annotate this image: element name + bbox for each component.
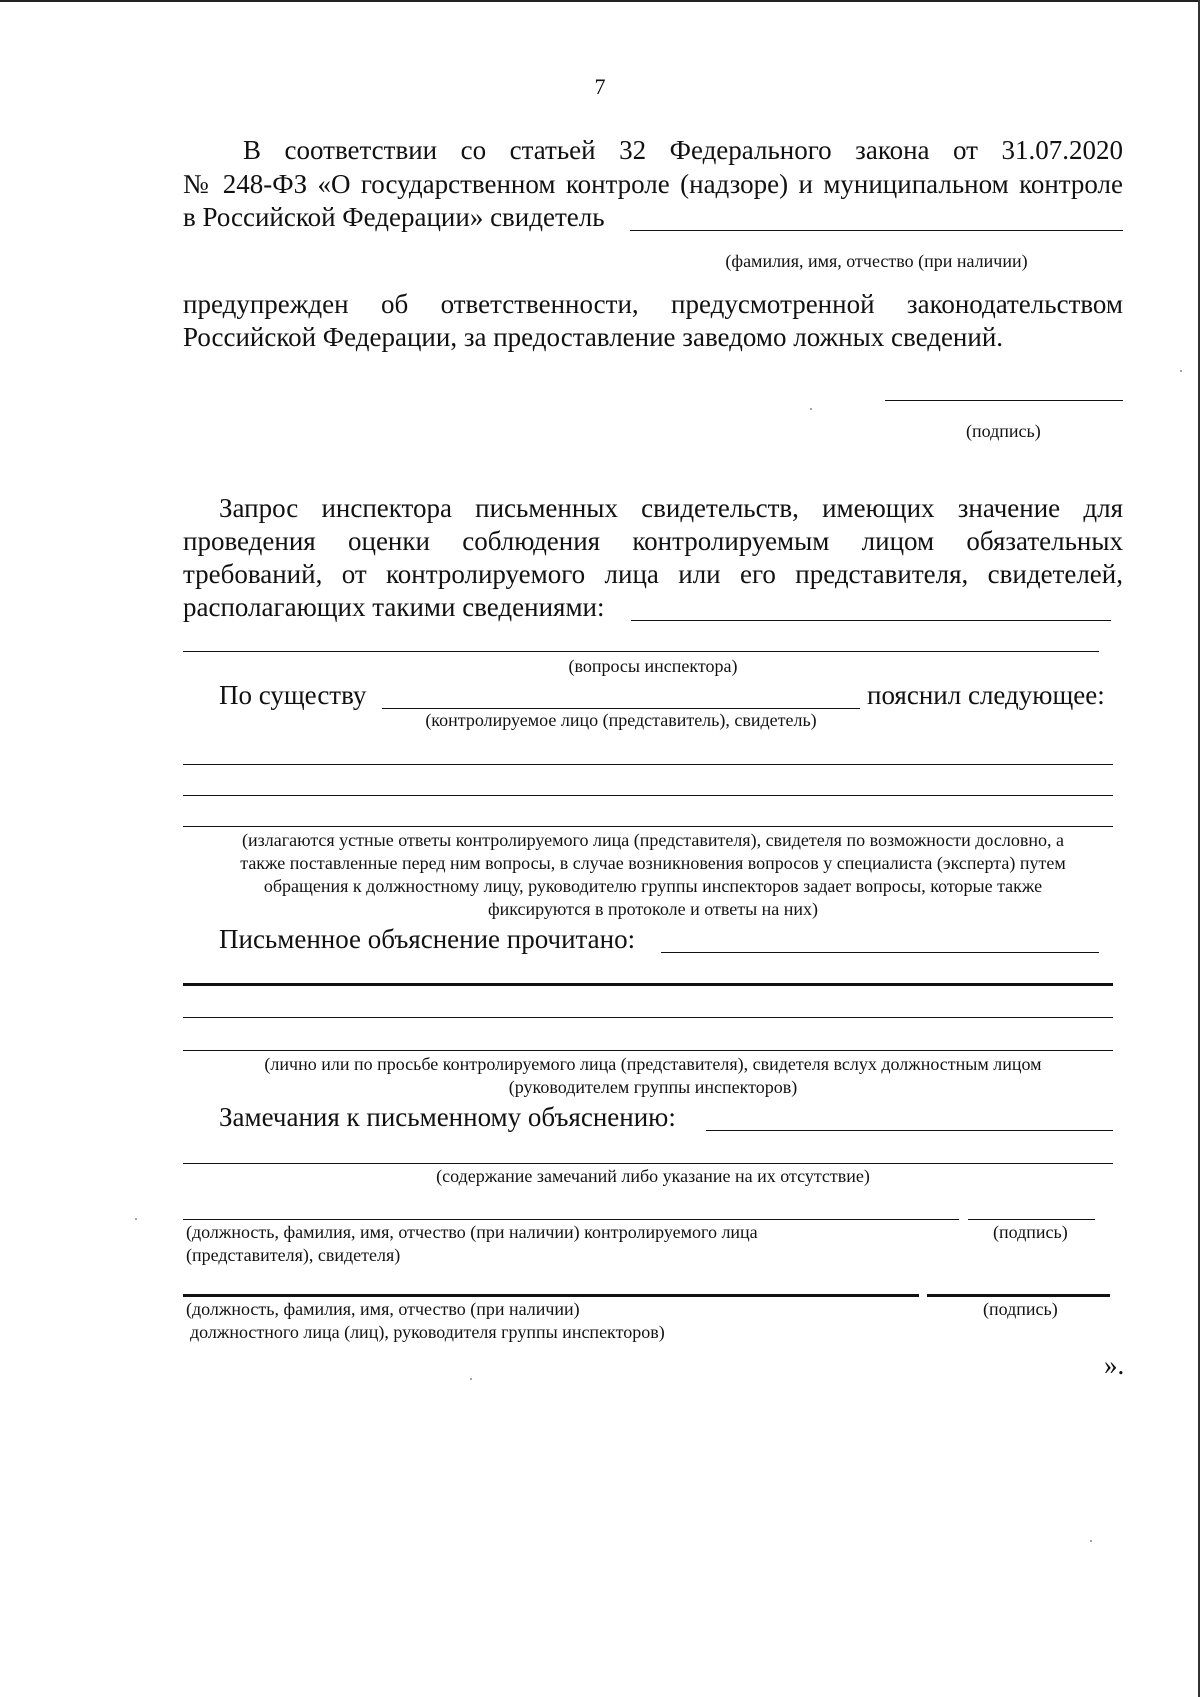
- p3-line1: Запрос инспектора письменных свидетельств, имеющих значение для: [219, 493, 1123, 523]
- sign1-signature-caption: (подпись): [993, 1222, 1068, 1242]
- read-field-line3[interactable]: [183, 1017, 1113, 1018]
- scan-speck: [1180, 370, 1182, 372]
- remarks-caption: (содержание замечаний либо указание на их отсутствие): [436, 1166, 870, 1186]
- read-caption-1: (лично или по просьбе контролируемого лица (представителя), свидетеля вслух должностным лицом: [264, 1054, 1042, 1074]
- sign2-signature-caption: (подпись): [983, 1299, 1058, 1319]
- scan-speck: [135, 1218, 137, 1220]
- scan-border-top: [0, 0, 1200, 2]
- p1-line2: № 248-ФЗ «О государственном контроле (надзоре) и муниципальном контроле: [183, 169, 1123, 199]
- sign2-name-caption-2: должностного лица (лиц), руководителя группы инспекторов): [190, 1322, 665, 1342]
- questions-field-line1[interactable]: [631, 620, 1111, 621]
- remarks-field-line1[interactable]: [706, 1130, 1113, 1131]
- p3-line3: требований, от контролируемого лица или его представителя, свидетелей,: [183, 559, 1123, 589]
- remarks-label: Замечания к письменному объяснению:: [219, 1102, 676, 1132]
- signature-caption-1: (подпись): [966, 421, 1041, 441]
- read-field-line4[interactable]: [183, 1050, 1113, 1051]
- sign1-name-field[interactable]: [183, 1219, 959, 1220]
- explanation-line2[interactable]: [183, 795, 1113, 796]
- scan-speck: [1090, 1540, 1092, 1542]
- p2-line1: предупрежден об ответственности, предусмотренной законодательством: [183, 289, 1123, 319]
- explanation-caption-3: обращения к должностному лицу, руководителю группы инспекторов задает вопросы, которые также: [263, 876, 1043, 896]
- scan-speck: [810, 408, 812, 410]
- sign2-name-caption-1: (должность, фамилия, имя, отчество (при наличии): [186, 1299, 580, 1319]
- p1-line1: В соответствии со статьей 32 Федерального закона от 31.07.2020: [243, 135, 1123, 165]
- read-field-line1[interactable]: [661, 952, 1099, 953]
- witness-signature-field[interactable]: [885, 400, 1123, 401]
- page-number: 7: [594, 74, 606, 99]
- closing-quote: ».: [1104, 1350, 1125, 1380]
- sign1-name-caption-1: (должность, фамилия, имя, отчество (при наличии) контролируемого лица: [186, 1222, 758, 1242]
- read-label: Письменное объяснение прочитано:: [219, 924, 636, 954]
- explanation-caption-2: также поставленные перед ним вопросы, в случае возникновения вопросов у специалиста (эксперта) путем: [240, 853, 1066, 873]
- scan-speck: [470, 1378, 472, 1380]
- p2-line2: Российской Федерации, за предоставление заведомо ложных сведений.: [183, 322, 1004, 352]
- questions-field-line2[interactable]: [183, 651, 1099, 652]
- explanation-caption-1: (излагаются устные ответы контролируемого лица (представителя), свидетеля по возможности дословно, а: [242, 830, 1064, 850]
- p4-prefix: По существу: [219, 680, 367, 710]
- p4-suffix: пояснил следующее:: [867, 680, 1105, 710]
- p3-line2: проведения оценки соблюдения контролируемым лицом обязательных: [183, 526, 1123, 556]
- explained-by-caption: (контролируемое лицо (представитель), свидетель): [425, 710, 817, 730]
- questions-caption: (вопросы инспектора): [568, 656, 738, 676]
- explanation-line3[interactable]: [183, 826, 1113, 827]
- sign1-name-caption-2: (представителя), свидетеля): [186, 1245, 401, 1265]
- witness-name-caption: (фамилия, имя, отчество (при наличии): [725, 251, 1028, 271]
- witness-name-field[interactable]: [630, 230, 1123, 231]
- p3-line4: располагающих такими сведениями:: [183, 592, 605, 622]
- read-caption-2: (руководителем группы инспекторов): [508, 1077, 798, 1097]
- sign2-name-field[interactable]: [183, 1294, 919, 1297]
- sign2-signature-field[interactable]: [927, 1294, 1110, 1297]
- read-field-line2[interactable]: [183, 983, 1113, 986]
- explanation-caption-4: фиксируются в протоколе и ответы на них): [487, 899, 819, 919]
- sign1-signature-field[interactable]: [968, 1219, 1095, 1220]
- explanation-line1[interactable]: [183, 764, 1113, 765]
- p1-line3: в Российской Федерации» свидетель: [183, 202, 605, 232]
- remarks-field-line2[interactable]: [183, 1163, 1113, 1164]
